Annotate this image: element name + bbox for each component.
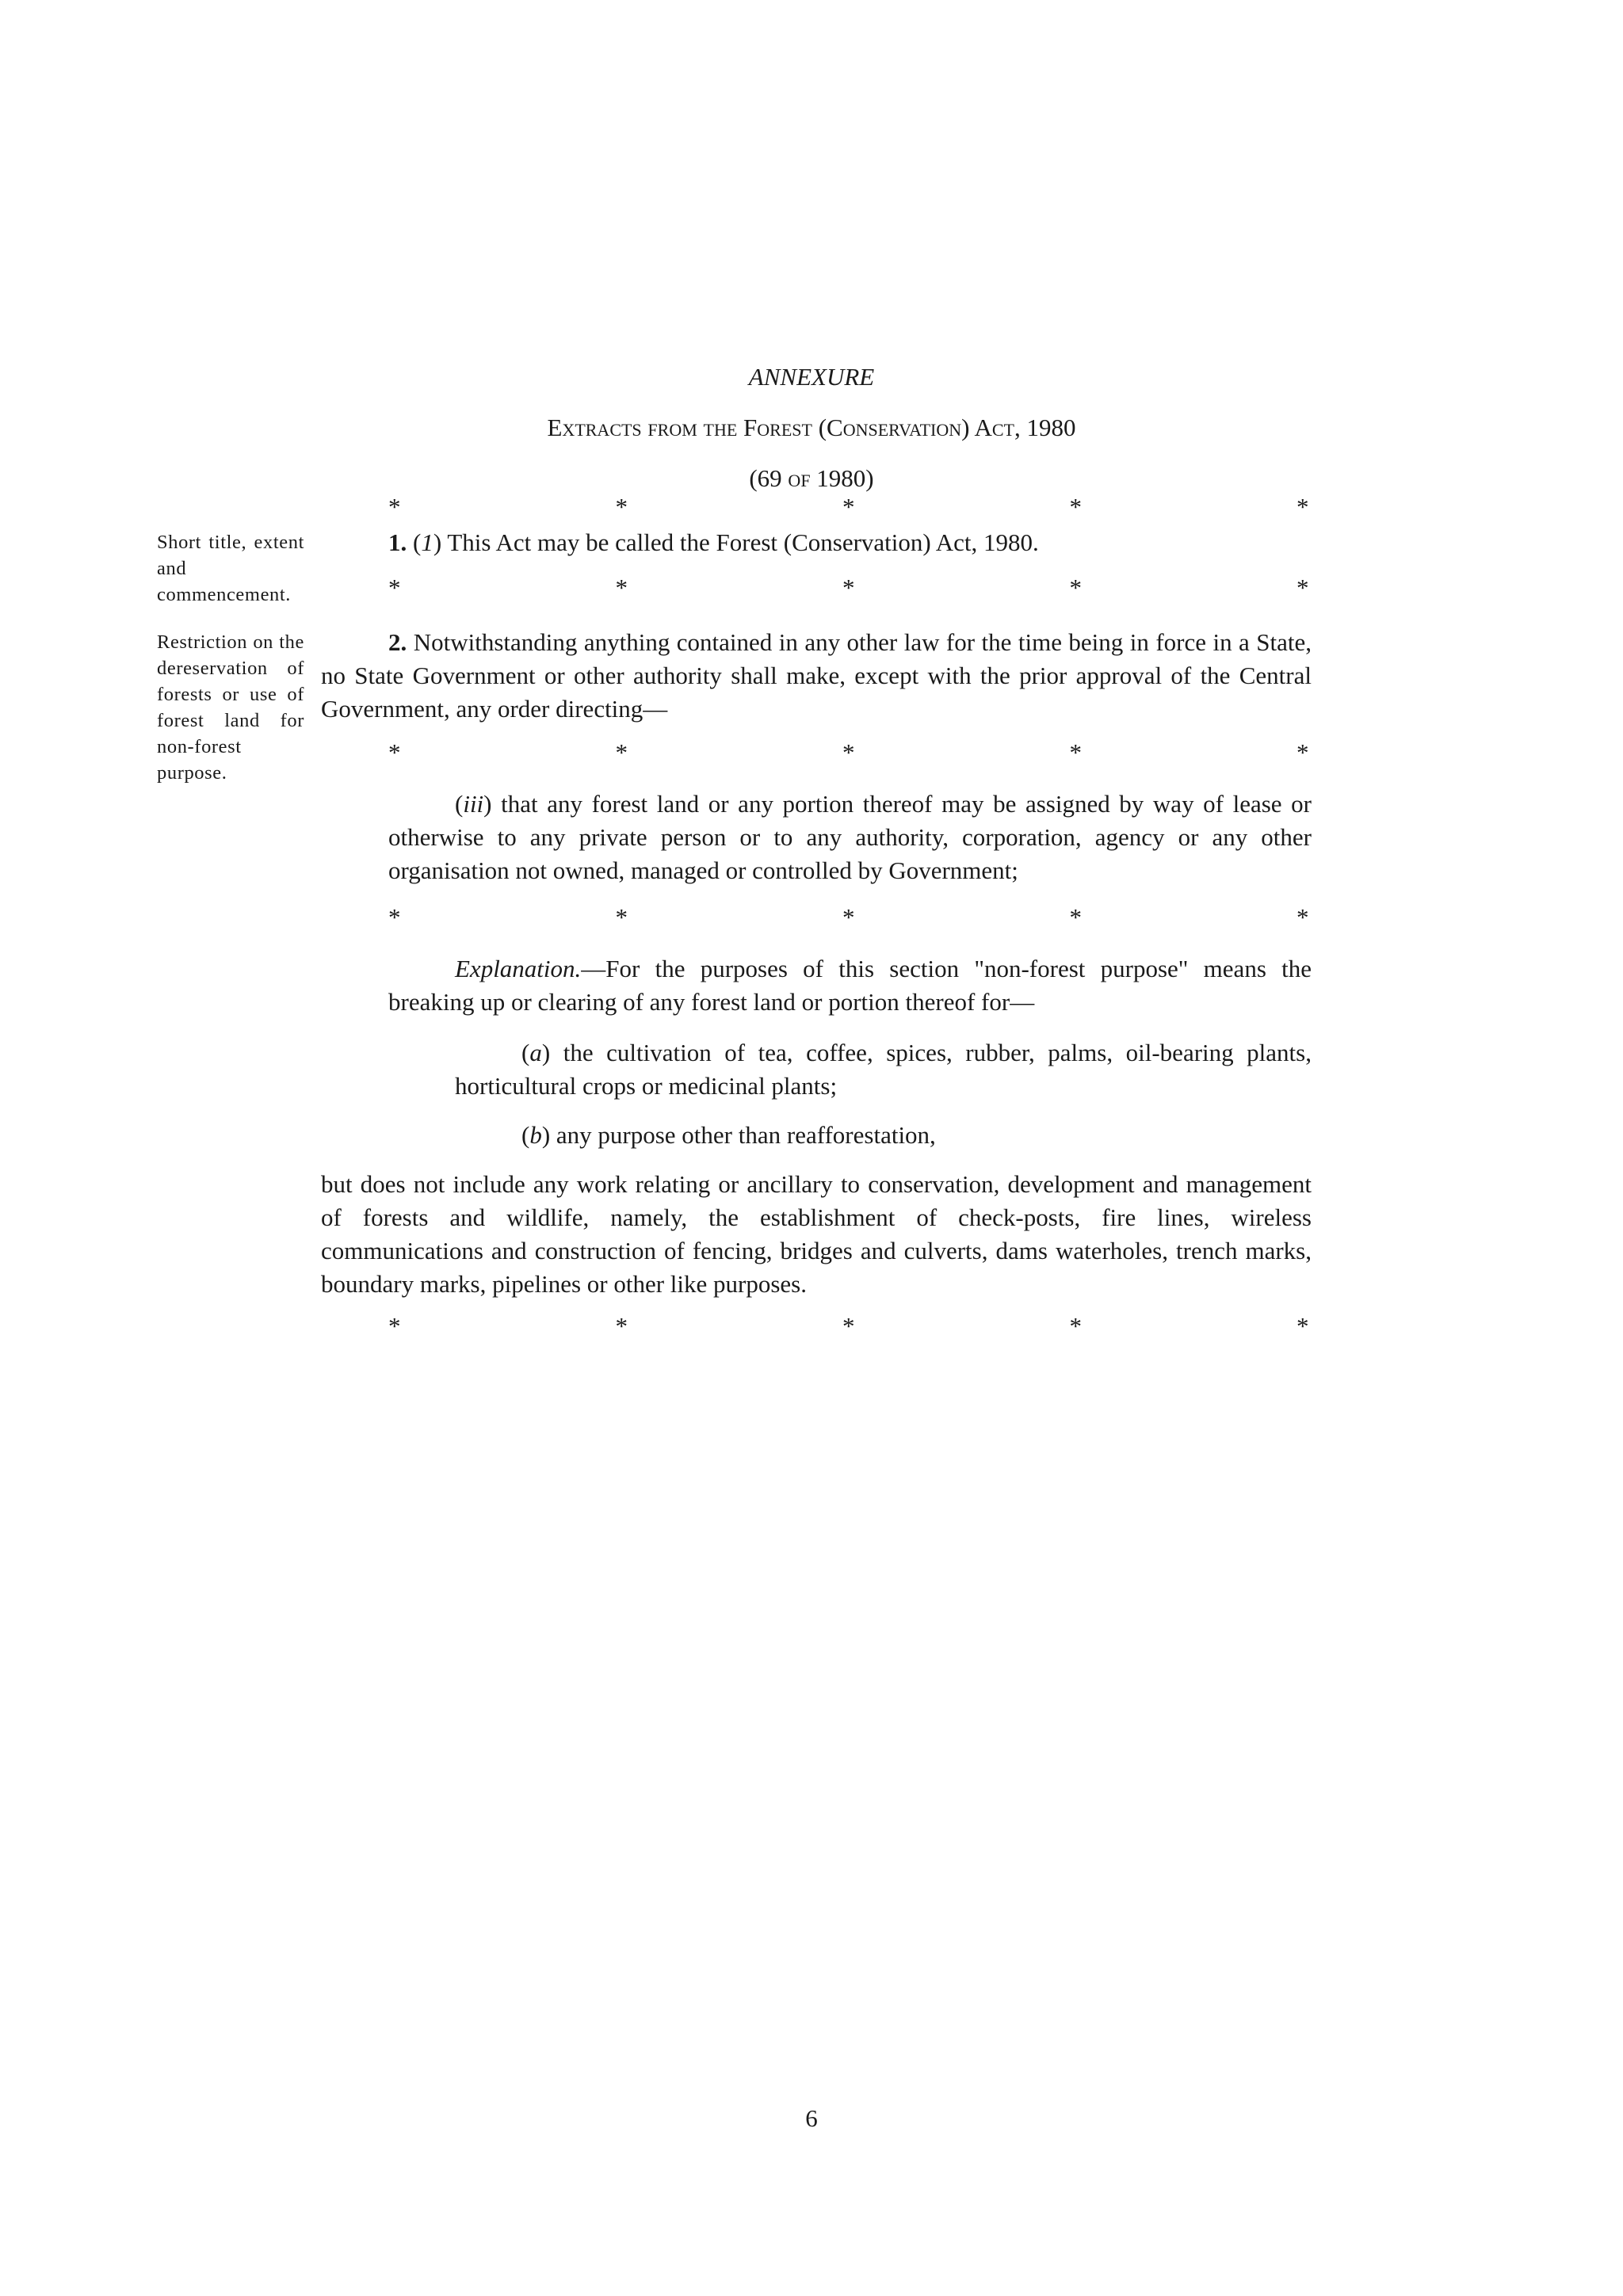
side-note-section-1: Short title, extent and commencement. <box>157 532 304 605</box>
side-note-section-2: Restriction on the dereservation of forests or use of forest land for non-forest purpose. <box>157 631 304 784</box>
asterisk-separator <box>388 574 1308 602</box>
asterisk: * <box>388 574 401 601</box>
asterisk: * <box>842 903 855 931</box>
item-close: ) <box>541 1121 551 1149</box>
asterisk-separator <box>388 1312 1308 1341</box>
item-text: any purpose other than reafforestation, <box>550 1121 936 1149</box>
asterisk: * <box>388 903 401 931</box>
item-text: the cultivation of tea, coffee, spices, rubber, palms, oil-bearing plants, horticultural crops or medicinal plants; <box>455 1039 1312 1100</box>
document-title: Extracts from the Forest (Conservation) Act, 1980 <box>547 414 1076 441</box>
section-text: This Act may be called the Forest (Conservation) Act, 1980. <box>441 528 1039 556</box>
item-open: ( <box>521 1039 530 1066</box>
section-number: 1. <box>388 528 407 556</box>
item-open: ( <box>521 1121 530 1149</box>
section-text: Notwithstanding anything contained in any other law for the time being in force in a State, no State Government or other authority shall make, except with the prior approval of the Central Government, any order directing— <box>321 628 1312 723</box>
asterisk: * <box>842 574 855 601</box>
asterisk: * <box>615 493 628 521</box>
space <box>407 528 413 556</box>
item-label: a <box>529 1039 542 1066</box>
subsection-open: ( <box>413 528 422 556</box>
asterisk: * <box>1296 1312 1309 1340</box>
explanation-text: —For the purposes of this section "non-forest purpose" means the breaking up or clearing of any forest land or portion thereof for— <box>388 955 1312 1016</box>
section-number: 2. <box>388 628 407 656</box>
asterisk: * <box>615 574 628 601</box>
asterisk: * <box>1069 1312 1082 1340</box>
asterisk: * <box>1296 574 1309 601</box>
clause-label: iii <box>463 790 484 818</box>
asterisk: * <box>842 1312 855 1340</box>
clause-iii <box>388 788 1312 887</box>
subsection-label: 1 <box>421 528 433 556</box>
clause-open: ( <box>455 790 464 818</box>
subsection-close: ) <box>433 528 442 556</box>
asterisk: * <box>1296 738 1309 766</box>
page-number: 6 <box>805 2104 818 2132</box>
asterisk: * <box>388 738 401 766</box>
asterisk: * <box>842 738 855 766</box>
asterisk: * <box>388 493 401 521</box>
explanation <box>388 952 1312 1019</box>
asterisk: * <box>1069 574 1082 601</box>
clause-close: ) <box>483 790 492 818</box>
asterisk: * <box>1069 903 1082 931</box>
item-label: b <box>529 1121 542 1149</box>
item-a <box>455 1036 1312 1103</box>
asterisk-separator <box>388 903 1308 932</box>
closing-paragraph: but does not include any work relating or ancillary to conservation, development and management of forests and wildlife, namely, the establishment of check-posts, fire lines, wireless communications and construction of fencing, bridges and culverts, dams waterholes, trench marks, boundary marks, pipelines or other like purposes. <box>321 1170 1312 1298</box>
asterisk-separator <box>388 738 1308 767</box>
asterisk: * <box>615 738 628 766</box>
item-b <box>455 1119 1312 1152</box>
asterisk: * <box>842 493 855 521</box>
asterisk-separator <box>388 493 1308 521</box>
explanation-label: Explanation. <box>455 955 582 982</box>
asterisk: * <box>615 903 628 931</box>
asterisk: * <box>615 1312 628 1340</box>
asterisk: * <box>1296 903 1309 931</box>
annexure-heading: ANNEXURE <box>748 363 875 391</box>
act-number: (69 of 1980) <box>749 464 874 492</box>
asterisk: * <box>388 1312 401 1340</box>
asterisk: * <box>1296 493 1309 521</box>
asterisk: * <box>1069 493 1082 521</box>
asterisk: * <box>1069 738 1082 766</box>
section-1 <box>388 526 1316 559</box>
section-2 <box>321 626 1312 726</box>
item-close: ) <box>541 1039 551 1066</box>
clause-text: that any forest land or any portion thereof may be assigned by way of lease or otherwise to any private person or to any authority, corporation, agency or any other organisation not owned, managed or controlled by Government; <box>388 790 1312 884</box>
